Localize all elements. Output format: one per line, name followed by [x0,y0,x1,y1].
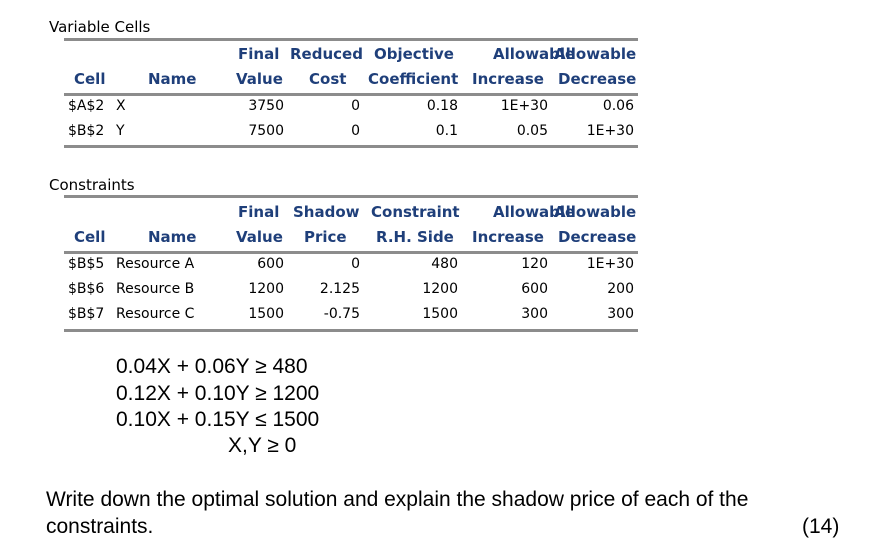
header-rh-side: R.H. Side [376,228,454,246]
header-reduced: Reduced [290,45,363,63]
equation-3: 0.10X + 0.15Y ≤ 1500 [116,408,320,431]
variable-cells-title: Variable Cells [49,18,151,36]
equation-1: 0.04X + 0.06Y ≥ 480 [116,355,308,378]
cell-name: Resource A [116,256,195,272]
header-name: Name [148,70,197,88]
cell-final-value: 1200 [248,281,284,297]
equation-4: X,Y ≥ 0 [228,434,297,457]
table-top-rule [64,195,638,198]
cell-final-value: 600 [257,256,284,272]
header-constraint: Constraint [371,203,460,221]
cell-ref: $B$2 [68,123,105,139]
cell-name: X [116,98,126,114]
cell-ref: $A$2 [68,98,105,114]
header-objective: Objective [374,45,454,63]
header-allowable-2: Allowable [554,45,637,63]
cell-allowable-increase: 300 [521,306,548,322]
cell-rh-side: 1200 [422,281,458,297]
cell-ref: $B$5 [68,256,105,272]
cell-allowable-decrease: 1E+30 [586,256,634,272]
cell-final-value: 1500 [248,306,284,322]
cell-allowable-decrease: 200 [607,281,634,297]
header-final: Final [238,203,280,221]
header-cost: Cost [309,70,347,88]
cell-shadow-price: 0 [351,256,360,272]
cell-rh-side: 480 [431,256,458,272]
cell-shadow-price: -0.75 [323,306,360,322]
header-decrease: Decrease [558,70,637,88]
cell-name: Resource B [116,281,195,297]
header-name: Name [148,228,197,246]
header-value: Value [236,228,283,246]
cell-ref: $B$7 [68,306,105,322]
table-top-rule [64,38,638,41]
question-line-1: Write down the optimal solution and explain the shadow price of each of the [46,488,749,511]
cell-final-value: 3750 [248,98,284,114]
cell-allowable-decrease: 1E+30 [586,123,634,139]
header-cell: Cell [74,70,106,88]
cell-final-value: 7500 [248,123,284,139]
constraints-title: Constraints [49,176,135,194]
cell-allowable-increase: 600 [521,281,548,297]
cell-allowable-increase: 120 [521,256,548,272]
header-rule [64,93,638,96]
header-shadow: Shadow [293,203,360,221]
cell-shadow-price: 2.125 [319,281,360,297]
constraints-table [64,195,638,335]
cell-objective-coefficient: 0.18 [426,98,458,114]
header-rule [64,251,638,254]
cell-rh-side: 1500 [422,306,458,322]
cell-allowable-decrease: 0.06 [602,98,634,114]
cell-ref: $B$6 [68,281,105,297]
table-bottom-rule [64,329,638,332]
header-allowable-1: Allowable [493,45,576,63]
header-final: Final [238,45,280,63]
header-allowable-1: Allowable [493,203,576,221]
cell-name: Y [116,123,125,139]
header-decrease: Decrease [558,228,637,246]
variable-cells-table [64,38,638,153]
cell-allowable-increase: 1E+30 [500,98,548,114]
header-value: Value [236,70,283,88]
header-increase: Increase [472,228,544,246]
header-coefficient: Coefficient [368,70,459,88]
header-increase: Increase [472,70,544,88]
cell-reduced-cost: 0 [351,123,360,139]
cell-reduced-cost: 0 [351,98,360,114]
cell-objective-coefficient: 0.1 [435,123,458,139]
question-line-2: constraints. [46,515,154,538]
cell-allowable-increase: 0.05 [516,123,548,139]
cell-name: Resource C [116,306,195,322]
header-allowable-2: Allowable [554,203,637,221]
header-cell: Cell [74,228,106,246]
header-price: Price [304,228,347,246]
question-marks: (14) [802,515,840,538]
table-bottom-rule [64,145,638,148]
cell-allowable-decrease: 300 [607,306,634,322]
equation-2: 0.12X + 0.10Y ≥ 1200 [116,382,320,405]
